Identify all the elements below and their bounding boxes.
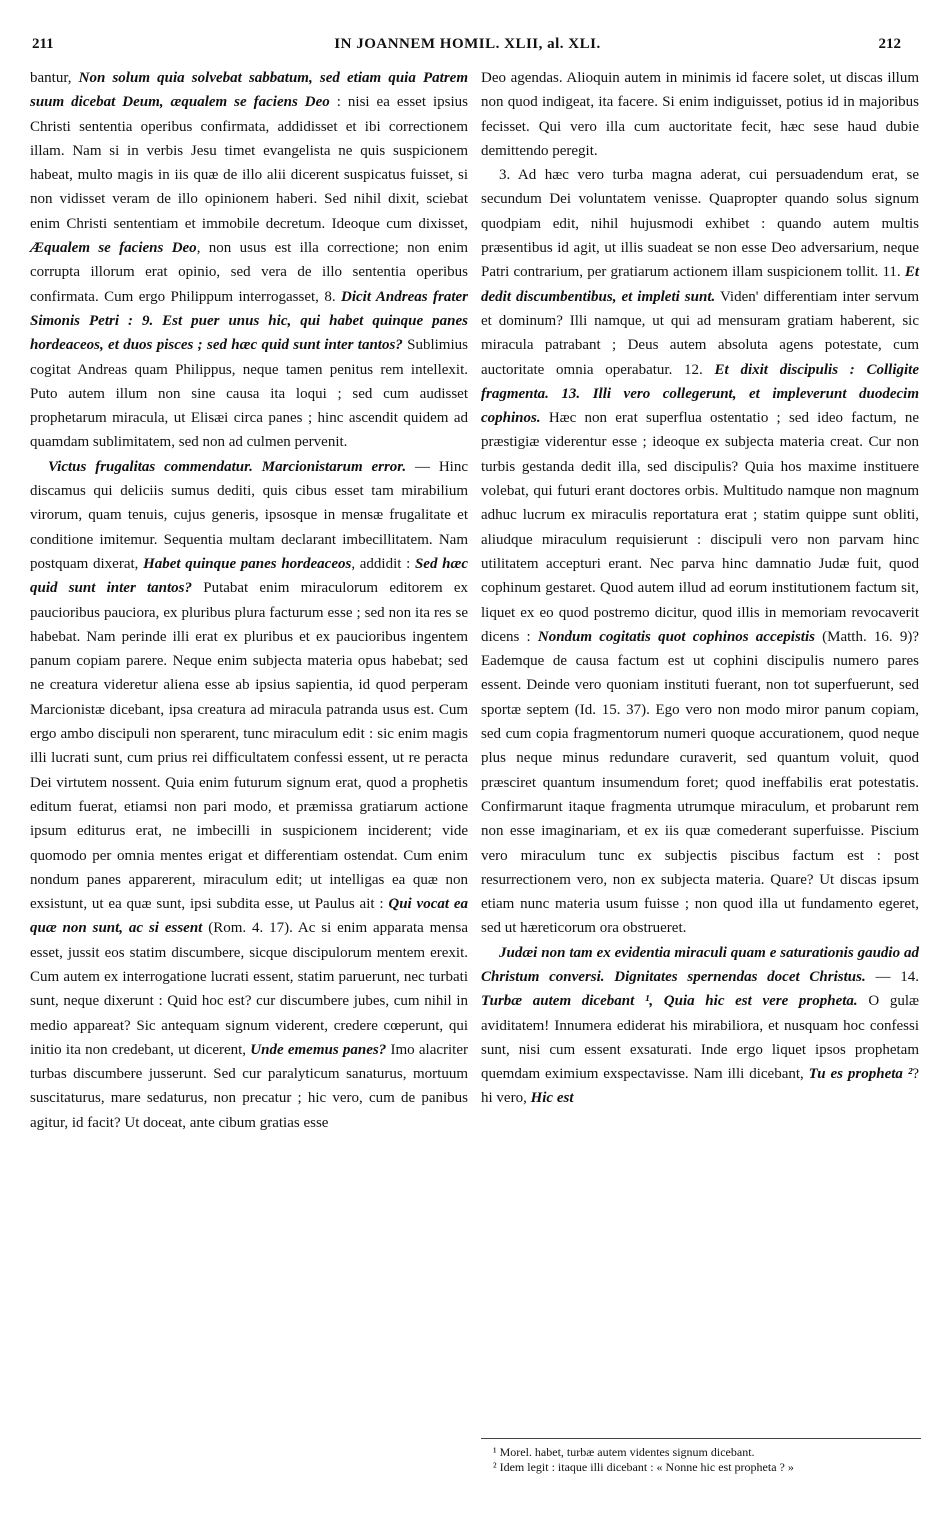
text-run: , addidit :: [351, 555, 415, 572]
text-run: Hæc non erat superflua ostentatio ; sed ideo factum, ne præstigiæ viderentur esse ; ideoque ex subjecta materia creat. Cur non turbis gestanda dedit illa, sed discipulis? Quia hos maxime instituere volebat, qui futuri erant doctores orbis. Multitudo namque non magnum adhuc lucrum ex miraculis reportatura erat ; statim quippe sunt obliti, aliudque miraculum requisierunt : discipuli vero non parvam hinc utilitatem accepturi erant. Nec parva hinc damnatio Judæ fuit, quod cophinum gestaret. Quod autem illud ad eorum institutionem factum sit, liquet ex eo quod postremo dicitur, quod illis in memoriam revocaverit dicens :: [481, 410, 919, 645]
paragraph: [481, 163, 919, 941]
section-heading: Victus frugalitas commendatur. Marcionistarum error.: [48, 458, 407, 475]
scripture-quote: Turbæ autem dicebant ¹, Quia hic est vere propheta.: [481, 993, 858, 1010]
text-run: Putabat enim miraculorum editorem ex paucioribus pauciora, ex pluribus plura facturum esse ; sed non ita res se habebat. Nam perinde illi erat ex pluribus et ex paucioribus ingentem panum copiam parere. Neque enim subjecta materia opus habebat; sed ne creatura videretur aliena esse ab ipsius sapientia, id quod perperam Marcionistæ dicebant, ipsa creatura ad miracula patranda usus est. Cum ergo ambo discipuli non sperarent, tunc miraculum edit : sic enim magis illi lucrati sunt, cum prius rei difficultatem confessi essent, ut re peracta Dei virtutem nossent. Quia enim futurum signum erat, quod a prophetis editum fuerat, etiamsi non pari modo, et præmissa gratiarum actione ipsum editurus erat, ne imbecilli in suspicionem inciderent; vide quomodo per omnia mentes erigat et differentiam ostendat. Cum enim nondum panes apparerent, miraculum edit; ut intelligas ea quæ non exsistunt, ut ea quæ sunt, ipsi subdita esse, ut Paulus ait :: [30, 580, 468, 913]
running-header: [30, 36, 905, 58]
text-run: (Matth. 16. 9)? Eademque de causa factum est ut cophini discipulis numero pares essent. Deinde vero quoniam instituti fuerant, non tot superfuerunt, sed sportæ septem (Id. 15. 37). Ego vero non modo miror panum copiam, sed cum copia fragmentorum numeri quoque accurationem, quod neque plus neque minus redundare curaverit, sed quantum voluit, quod præsciret quantum insumendum foret; quod ineffabilis erat potestatis. Confirmarunt itaque fragmenta utrumque miraculum, et probarunt rem non esse imaginariam, et ex iis quæ comederant superfuisse. Piscium vero miraculum tunc ex subjectis piscibus factum est : post resurrectionem vero, non ex subjecta materia. Quare? Ut discas ipsum etiam nunc materia usum fuisse ; non quod illa ut fundamento egeret, sed ut hæreticorum ora obstrueret.: [481, 628, 919, 937]
paragraph: [481, 941, 919, 1111]
footnotes: [481, 1438, 921, 1475]
scripture-quote: Habet quinque panes hordeaceos: [143, 555, 352, 572]
text-run: Imo alacriter turbas discumbere jusserunt. Sed cur paralyticum sanaturus, mortuum suscitaturus, mare sedaturus, non precatur ; hic vero, cum de panibus agitur, id facit? Ut doceat, ante cibum gratias esse: [30, 1041, 468, 1131]
scripture-quote: Nondum cogitatis quot cophinos accepistis: [537, 628, 815, 645]
paragraph: Deo agendas. Alioquin autem in minimis id facere solet, ut discas illum non quod indigeat, ita facere. Si enim indiguisset, potius id in majoribus fecisset. Qui vero illa cum auctoritate fecit, hæc sese haud dubie demittendo peregit.: [481, 70, 919, 159]
text-run: bantur,: [30, 70, 79, 86]
paragraph: [30, 66, 468, 455]
scripture-quote: Et dixit discipulis : Colligite fragmenta. 13. Illi vero collegerunt, et impleverunt duodecim cophinos.: [481, 361, 920, 427]
scripture-quote: Æqualem se faciens Deo: [30, 240, 197, 257]
page-number-left: 211: [32, 36, 54, 52]
running-title: IN JOANNEM HOMIL. XLII, al. XLI.: [334, 36, 601, 52]
scripture-quote: Unde ememus panes?: [250, 1041, 387, 1058]
text-run: : nisi ea esset ipsius Christi sententia operibus confirmata, addidisset et ibi correctionem illam. Nam si in verbis Jesu timet evangelista ne quis suspicionem habeat, multo magis in iis quæ de illo alii dicerent suspicatus fuisset, si non vidisset veram de illo opinionem haberi. Sed nihil dixit, sciebat enim Christi sententiam et immobile decretum. Ideoque cum dixisset,: [30, 94, 468, 232]
scripture-quote: Hic est: [530, 1090, 574, 1107]
text-run: — Hinc discamus qui deliciis sumus dediti, quis cibus esset tam mirabilium virorum, quam tenuis, cujus generis, ipsosque in mensæ frugalitate et conditione imitemur. Sequentia multam declarant imbecillitatem. Nam postquam dixerat,: [30, 458, 468, 572]
scripture-quote: Qui vocat ea quæ non sunt, ac si essent: [30, 896, 469, 937]
section-heading: Judæi non tam ex evidentia miraculi quam e saturationis gaudio ad Christum conversi. Dignitates spernendas docet Christus.: [481, 944, 919, 985]
text-run: Sublimius cogitat Andreas quam Philippus, neque tamen penitus rem intellexit. Puto autem illum non sine causa ita loqui ; sed cum audisset prophetarum miracula, ut Elisæi circa panes ; hinc ascendit quidem ad quamdam sublimitatem, sed non ad culmen pervenit.: [30, 337, 468, 451]
text-run: O gulæ aviditatem! Innumera ediderat his mirabiliora, et nusquam hoc confessi sunt, nisi cum essent exsaturati. Inde ergo liquet ipsos prophetam quemdam eximium exspectavisse. Nam illi dicebant,: [481, 993, 919, 1083]
page-number-right: 212: [878, 36, 901, 52]
text-run: , non usus est illa correctione; non enim corrupta illorum erat opinio, sed vera de illo sententia operibus confirmata. Cum ergo Philippum interrogasset, 8.: [30, 240, 468, 305]
scripture-quote: Et dedit discumbentibus, et impleti sunt.: [481, 264, 919, 305]
footnote-2: ² Idem legit : itaque illi dicebant : « Nonne hic est propheta ? »: [493, 1460, 794, 1474]
footnote-1: ¹ Morel. habet, turbæ autem videntes signum dicebant.: [493, 1445, 755, 1459]
scripture-quote: Tu es propheta ²: [808, 1066, 913, 1083]
text-run: — 14.: [865, 968, 919, 985]
text-run: 3. Ad hæc vero turba magna aderat, cui persuadendum erat, se secundum Dei voluntatem venisse. Quapropter quando solus signum quodpiam edit, nihil hujusmodi exhibet : quando autem multis præsentibus id agit, ut illis suadeat se non esse Deo adversarium, neque Patri contrarium, per gratiarum actionem illam suspicionem tollit. 11.: [481, 167, 919, 281]
scripture-quote: Non solum quia solvebat sabbatum, sed etiam quia Patrem suum dicebat Deum, æqualem se faciens Deo: [30, 70, 468, 111]
text-run: ? hi vero,: [481, 1066, 919, 1107]
scripture-quote: Dicit Andreas frater Simonis Petri : 9. Est puer unus hic, qui habet quinque panes hordeaceos, et duos pisces ; sed hæc quid sunt inter tantos?: [30, 288, 468, 354]
right-column: [481, 66, 919, 1111]
text-run: Viden' differentiam inter servum et dominum? Illi namque, ut qui ad mensuram gratiam haberent, sic miracula patrabant ; Deus autem absoluta agens potestate, cum auctoritate omnia operabatur. 12.: [481, 288, 919, 378]
paragraph: [30, 455, 468, 1135]
text-run: (Rom. 4. 17). Ac si enim apparata mensa esset, jussit eos statim discumbere, sicque discipulorum mentem erexit. Cum autem ex interrogatione lucrati essent, statim paruerunt, nec turbati sunt, neque dixerunt : Quid hoc est? cur discumbere jubes, cum nihil in medio appareat? Sic antequam signum viderent, credere cœperunt, qui initio ita non credebant, ut dicerent,: [30, 920, 468, 1058]
scripture-quote: Sed hæc quid sunt inter tantos?: [30, 555, 468, 597]
left-column: [30, 66, 468, 1135]
